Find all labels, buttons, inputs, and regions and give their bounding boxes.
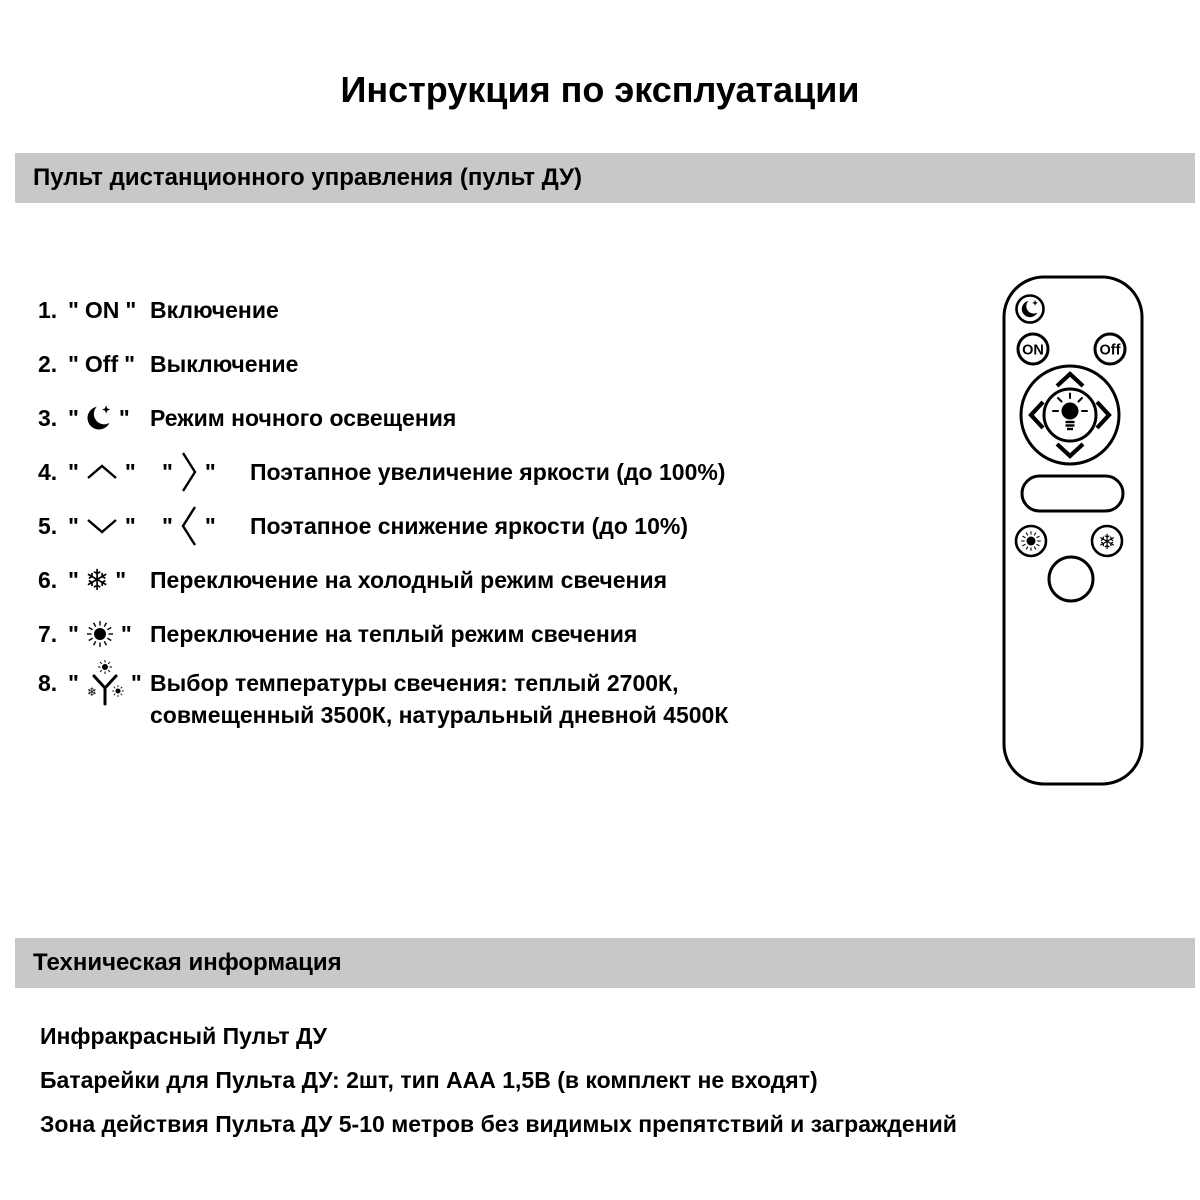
item-description: Поэтапное увеличение яркости (до 100%) [250,458,726,485]
quote-mark: " [162,512,173,539]
item-description: Переключение на холодный режим свечения [150,566,668,593]
svg-text:❄: ❄ [86,685,97,699]
item-symbols [68,297,150,324]
snowflake-icon: ❄ [84,562,110,597]
item-number: 7. [38,620,58,647]
item-number: 4. [38,458,58,485]
item-symbols [68,562,150,597]
on-key-label: ON [84,296,120,323]
list-item [38,607,728,661]
item-symbols [162,450,250,494]
quote-mark: " [124,458,136,485]
quote-mark: " [115,566,127,593]
quote-mark: " [204,458,216,485]
item-symbols [68,513,162,540]
remote-on-label: ON [1022,342,1044,359]
crescent-moon-icon [85,404,113,432]
item-symbols [68,661,150,705]
snowflake-icon: ❄ [1098,530,1116,554]
item-number: 2. [38,350,58,377]
item-symbols [68,619,150,649]
section-header-remote-label: Пульт дистанционного управления (пульт ДУ) [33,164,582,191]
quote-mark: " [68,670,79,696]
page-title: Инструкция по эксплуатации [340,69,860,110]
item-symbols [68,351,150,378]
remote-off-label: Off [1099,342,1121,359]
item-symbols [162,504,250,548]
item-number: 5. [38,512,58,539]
quote-mark: " [68,512,79,539]
item-symbols [68,404,150,432]
item-number: 1. [38,296,58,323]
instruction-list [38,283,728,741]
item-description: Поэтапное снижение яркости (до 10%) [250,512,688,539]
quote-mark: " [118,404,130,431]
quote-mark: " [68,296,79,323]
list-item [38,391,728,445]
technical-info [40,1014,957,1146]
quote-mark: " [68,350,79,377]
quote-mark: " [130,670,142,696]
item-description: Выключение [150,350,299,377]
chevron-right-icon [179,450,199,494]
quote-mark: " [68,620,79,647]
item-number: 8. [38,670,58,696]
temperature-select-icon [85,660,125,706]
item-description: Переключение на теплый режим свечения [150,620,638,647]
item-number: 6. [38,566,58,593]
tech-line-range: Зона действия Пульта ДУ 5-10 метров без видимых препятствий и заграждений [40,1111,957,1137]
item-symbols [68,459,162,486]
off-key-label: Off [84,350,119,377]
quote-mark: " [124,350,136,377]
section-header-tech-label: Техническая информация [33,949,342,976]
section-header-tech [15,938,1195,988]
warm-light-icon [85,619,115,649]
tech-line-ir: Инфракрасный Пульт ДУ [40,1023,327,1049]
section-header-remote [15,153,1195,203]
item-description: Включение [150,296,279,323]
quote-mark: " [204,512,216,539]
list-item [38,337,728,391]
remote-control-illustration [1002,275,1144,787]
quote-mark: " [162,458,173,485]
quote-mark: " [125,296,137,323]
item-description: Режим ночного освещения [150,404,457,431]
item-description-line1: Выбор температуры свечения: теплый 2700К, [150,670,679,696]
quote-mark: " [68,458,79,485]
chevron-down-icon [85,515,119,537]
list-item [38,661,728,741]
quote-mark: " [68,404,79,431]
item-description-line2: совмещенный 3500К, натуральный дневной 4500К [150,702,729,728]
chevron-up-icon [85,461,119,483]
item-number: 3. [38,404,58,431]
quote-mark: " [120,620,132,647]
list-item [38,445,728,499]
list-item [38,499,728,553]
quote-mark: " [68,566,79,593]
list-item [38,283,728,337]
tech-line-batteries: Батарейки для Пульта ДУ: 2шт, тип ААА 1,5В (в комплект не входят) [40,1067,818,1093]
chevron-left-icon [179,504,199,548]
quote-mark: " [124,512,136,539]
item-description [150,661,728,731]
list-item [38,553,728,607]
